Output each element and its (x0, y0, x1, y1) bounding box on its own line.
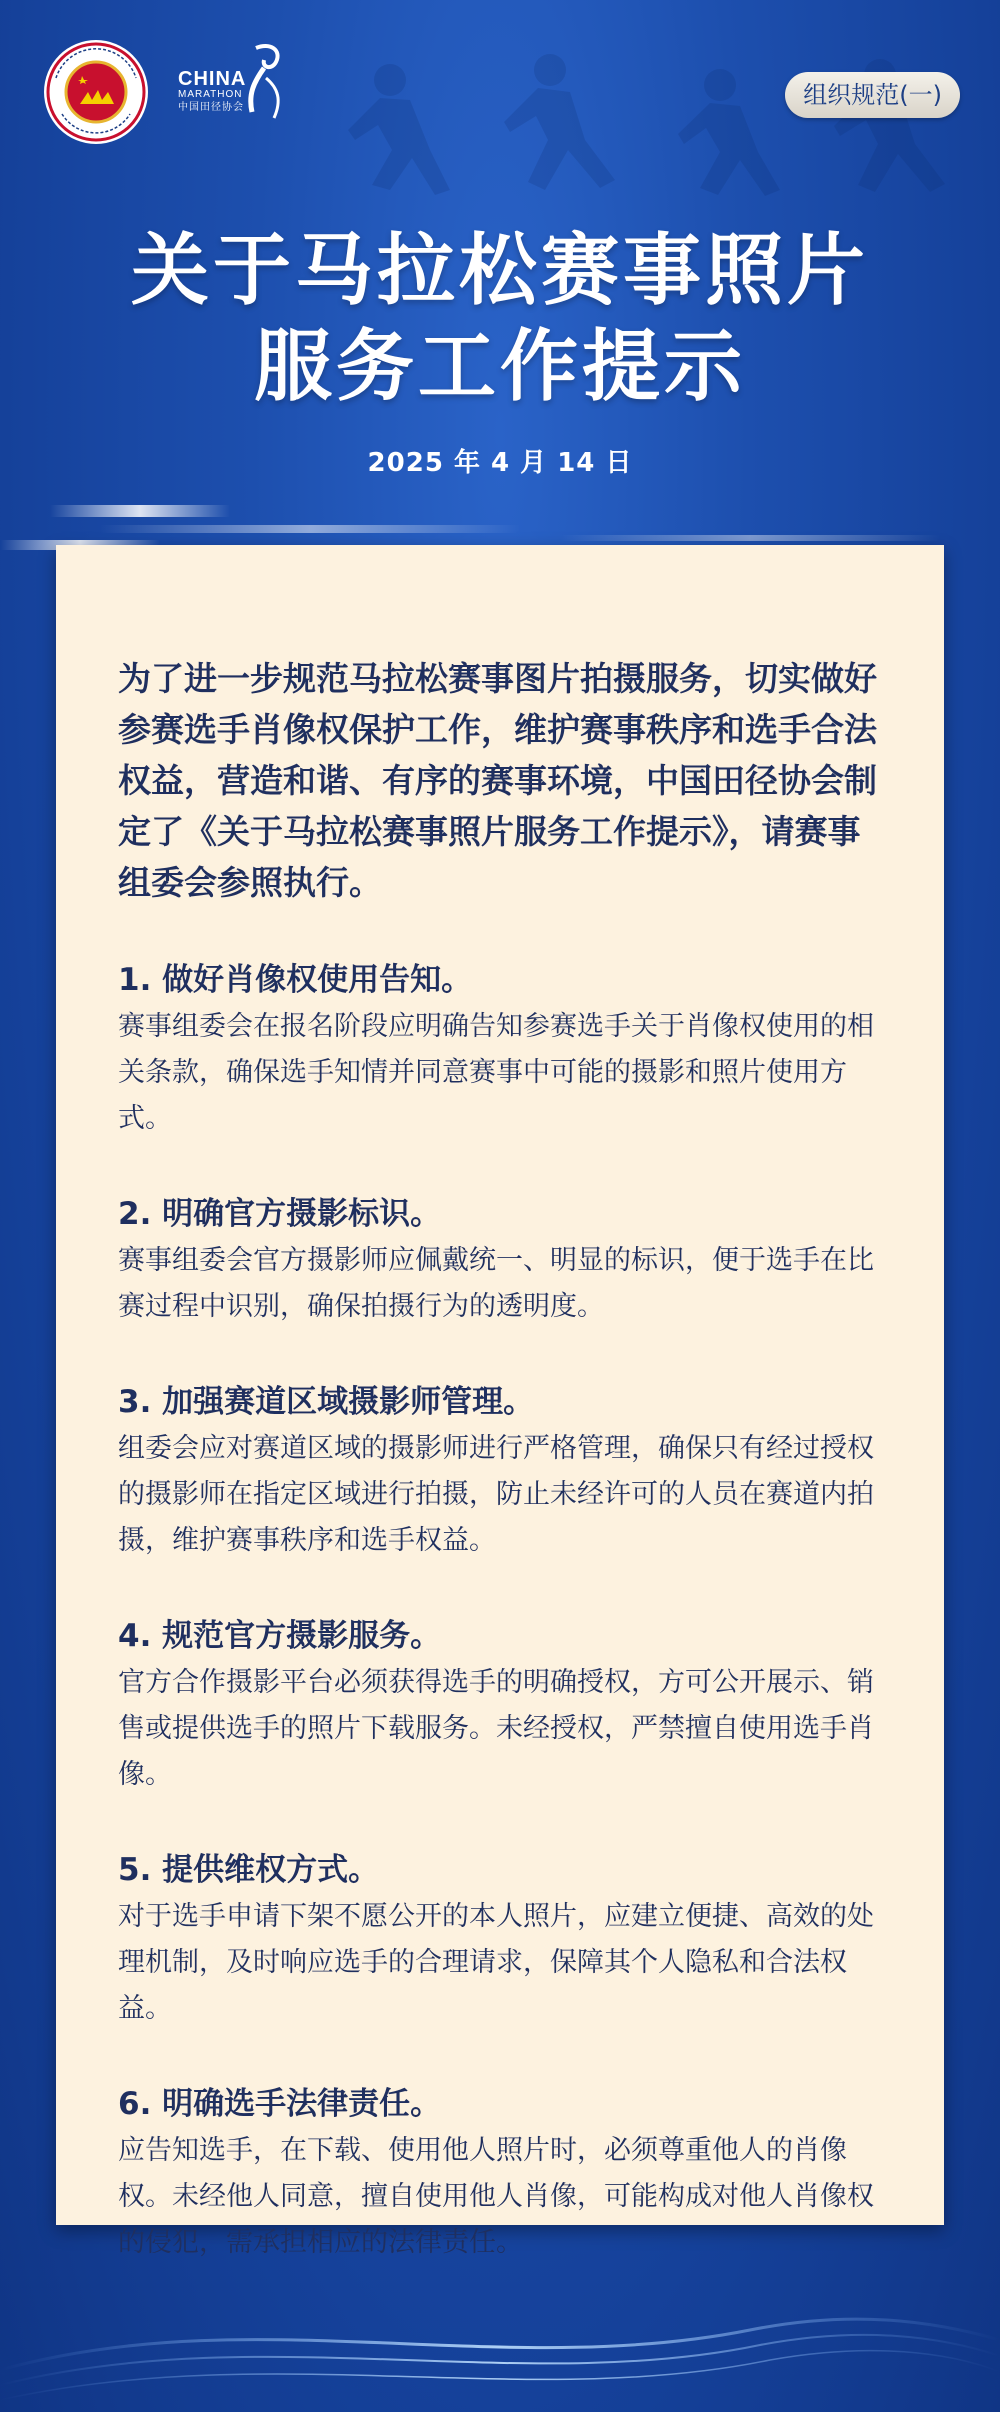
section-title: 5. 提供维权方式。 (118, 1852, 380, 1888)
intro-paragraph: 为了进一步规范马拉松赛事图片拍摄服务，切实做好参赛选手肖像权保护工作，维护赛事秩序和选手合法权益，营造和谐、有序的赛事环境，中国田径协会制定了《关于马拉松赛事照片服务工作提示》，请赛事组委会参照执行。 (118, 659, 877, 902)
cm-big: CHINA (178, 68, 247, 90)
cm-small: MARATHON (178, 89, 243, 100)
section-title: 3. 加强赛道区域摄影师管理。 (118, 1384, 535, 1420)
article-content (118, 653, 888, 2266)
category-badge: 组织规范(一) (785, 72, 960, 118)
page-title-line2: 服务工作提示 (253, 322, 746, 412)
light-streak (50, 505, 230, 517)
section-body: 官方合作摄影平台必须获得选手的明确授权，方可公开展示、销售或提供选手的照片下载服务。未经授权，严禁擅自使用选手肖像。 (118, 1667, 874, 1790)
section-3 (118, 1378, 888, 1564)
section-body: 对于选手申请下架不愿公开的本人照片，应建立便捷、高效的处理机制，及时响应选手的合理请求，保障其个人隐私和合法权益。 (118, 1901, 874, 2024)
section-1 (118, 956, 888, 1142)
light-streak (560, 535, 940, 541)
section-body: 应告知选手，在下载、使用他人照片时，必须尊重他人的肖像权。未经他人同意，擅自使用他人肖像，可能构成对他人肖像权的侵犯，需承担相应的法律责任。 (118, 2135, 874, 2258)
section-body: 赛事组委会官方摄影师应佩戴统一、明显的标识，便于选手在比赛过程中识别，确保拍摄行为的透明度。 (118, 1245, 874, 1322)
caa-logo-icon (42, 38, 150, 146)
publish-date: 2025 年 4 月 14 日 (367, 448, 633, 478)
section-2 (118, 1190, 888, 1330)
section-4 (118, 1612, 888, 1798)
section-title: 2. 明确官方摄影标识。 (118, 1196, 442, 1232)
cm-cn: 中国田径协会 (178, 102, 244, 113)
section-body: 组委会应对赛道区域的摄影师进行严格管理，确保只有经过授权的摄影师在指定区域进行拍摄，防止未经许可的人员在赛道内拍摄，维护赛事秩序和选手权益。 (118, 1433, 874, 1556)
page-title-line1: 关于马拉松赛事照片 (130, 226, 869, 316)
section-title: 6. 明确选手法律责任。 (118, 2086, 442, 2122)
section-title: 4. 规范官方摄影服务。 (118, 1618, 442, 1654)
light-streak (100, 525, 520, 533)
section-body: 赛事组委会在报名阶段应明确告知参赛选手关于肖像权使用的相关条款，确保选手知情并同意赛事中可能的摄影和照片使用方式。 (118, 1011, 874, 1134)
section-title: 1. 做好肖像权使用告知。 (118, 962, 473, 998)
content-card (56, 545, 944, 2258)
footer-wave-decoration (0, 2260, 1000, 2412)
header (0, 0, 1000, 520)
section-5 (118, 1846, 888, 2032)
section-6 (118, 2080, 888, 2266)
china-marathon-wordmark (178, 68, 246, 113)
